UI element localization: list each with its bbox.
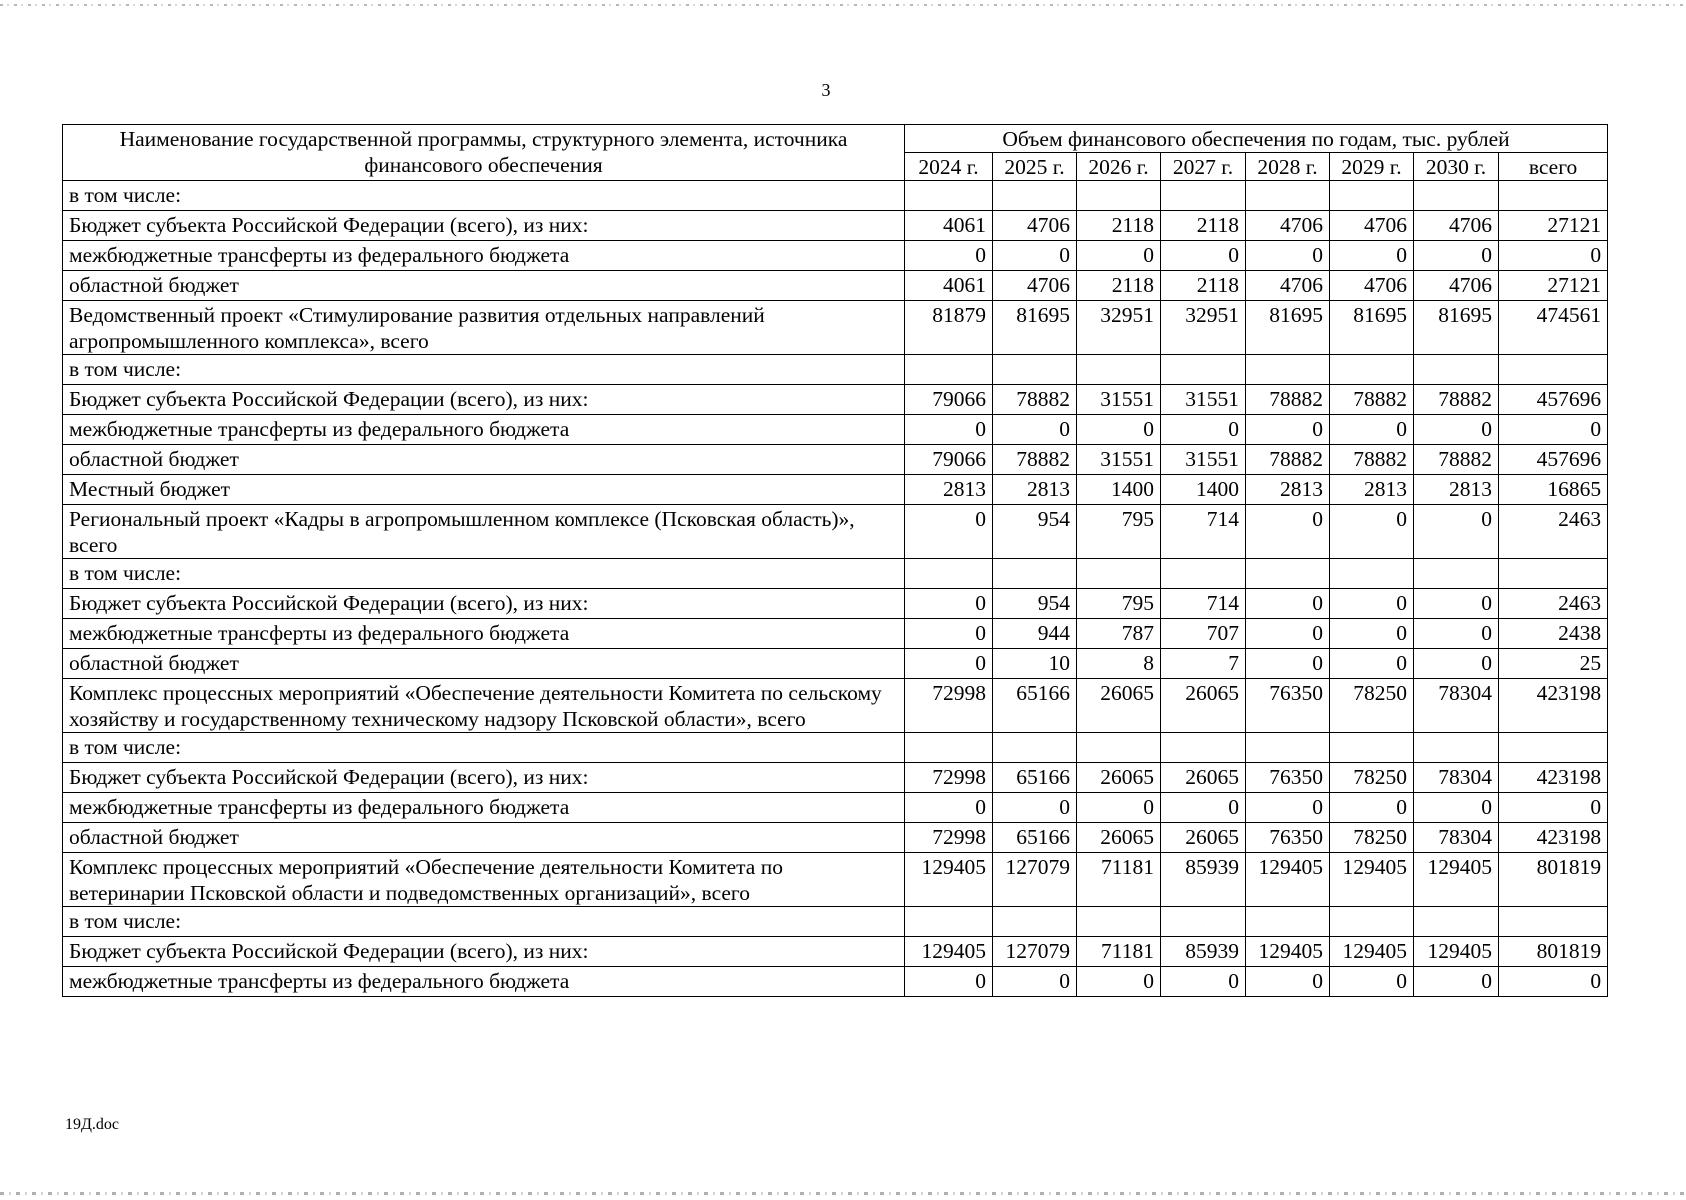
value-cell: 65166: [993, 763, 1077, 793]
value-cell: 0: [905, 967, 993, 997]
value-cell: 76350: [1246, 823, 1330, 853]
value-cell: 10: [993, 649, 1077, 679]
value-cell: 0: [1330, 589, 1414, 619]
table-row: [63, 181, 1608, 211]
value-cell: [1077, 355, 1161, 385]
value-cell: 1400: [1161, 475, 1246, 505]
value-cell: [1330, 733, 1414, 763]
value-cell: 0: [1246, 619, 1330, 649]
value-cell: [905, 181, 993, 211]
value-cell: 0: [1414, 619, 1499, 649]
table-row: [63, 589, 1608, 619]
table-row: [63, 649, 1608, 679]
value-cell: 4706: [1246, 271, 1330, 301]
value-cell: 78304: [1414, 679, 1499, 733]
value-cell: 0: [993, 793, 1077, 823]
value-cell: 795: [1077, 505, 1161, 559]
value-cell: 954: [993, 589, 1077, 619]
value-cell: 78882: [1246, 445, 1330, 475]
value-cell: 714: [1161, 505, 1246, 559]
value-cell: 78250: [1330, 763, 1414, 793]
value-cell: [1161, 181, 1246, 211]
value-cell: 26065: [1161, 763, 1246, 793]
value-cell: 76350: [1246, 679, 1330, 733]
row-label: в том числе:: [63, 181, 905, 211]
value-cell: 0: [1246, 793, 1330, 823]
value-cell: 78882: [1330, 385, 1414, 415]
value-cell: 4706: [993, 271, 1077, 301]
value-cell: 0: [905, 589, 993, 619]
value-cell: 0: [1246, 589, 1330, 619]
value-cell: [993, 181, 1077, 211]
row-label: в том числе:: [63, 907, 905, 937]
value-cell: 0: [1246, 415, 1330, 445]
row-label: Местный бюджет: [63, 475, 905, 505]
value-cell: 707: [1161, 619, 1246, 649]
value-cell: 423198: [1499, 679, 1608, 733]
value-cell: [1414, 733, 1499, 763]
value-cell: 714: [1161, 589, 1246, 619]
row-label: в том числе:: [63, 733, 905, 763]
value-cell: 0: [1330, 967, 1414, 997]
value-cell: 81695: [1414, 301, 1499, 355]
value-cell: 129405: [905, 853, 993, 907]
value-cell: 0: [1414, 241, 1499, 271]
value-cell: 79066: [905, 445, 993, 475]
value-cell: 0: [1499, 793, 1608, 823]
value-cell: 0: [1246, 649, 1330, 679]
value-cell: 78882: [993, 445, 1077, 475]
value-cell: [993, 907, 1077, 937]
table-row: [63, 475, 1608, 505]
value-cell: 2118: [1161, 271, 1246, 301]
value-cell: 0: [905, 241, 993, 271]
value-cell: 2118: [1161, 211, 1246, 241]
value-cell: [1414, 907, 1499, 937]
value-cell: 85939: [1161, 937, 1246, 967]
value-cell: 0: [905, 793, 993, 823]
value-cell: [993, 355, 1077, 385]
value-cell: 2438: [1499, 619, 1608, 649]
value-cell: [1077, 559, 1161, 589]
value-cell: 4706: [1330, 211, 1414, 241]
value-cell: [993, 559, 1077, 589]
value-cell: [1414, 181, 1499, 211]
value-cell: 129405: [1246, 937, 1330, 967]
value-cell: [1499, 733, 1608, 763]
value-cell: [1077, 733, 1161, 763]
value-cell: 0: [1161, 967, 1246, 997]
value-cell: [905, 559, 993, 589]
value-cell: 0: [993, 415, 1077, 445]
table-row: [63, 853, 1608, 907]
value-cell: 2463: [1499, 589, 1608, 619]
column-header: 2025 г.: [993, 153, 1077, 181]
value-cell: [1414, 355, 1499, 385]
value-cell: 0: [1077, 241, 1161, 271]
row-label: в том числе:: [63, 355, 905, 385]
value-cell: 25: [1499, 649, 1608, 679]
table-row: [63, 967, 1608, 997]
value-cell: 72998: [905, 763, 993, 793]
value-cell: 787: [1077, 619, 1161, 649]
value-cell: 0: [1499, 967, 1608, 997]
value-cell: 78882: [1414, 385, 1499, 415]
financing-table: [62, 124, 1608, 997]
value-cell: [1246, 733, 1330, 763]
value-cell: 0: [993, 241, 1077, 271]
value-cell: 0: [905, 505, 993, 559]
value-cell: 129405: [905, 937, 993, 967]
value-cell: 127079: [993, 937, 1077, 967]
value-cell: 0: [1330, 793, 1414, 823]
table-row: [63, 619, 1608, 649]
value-cell: 31551: [1161, 445, 1246, 475]
value-cell: [905, 733, 993, 763]
value-cell: 423198: [1499, 763, 1608, 793]
value-cell: 8: [1077, 649, 1161, 679]
value-cell: 0: [1077, 793, 1161, 823]
value-cell: 0: [1414, 505, 1499, 559]
scan-edge-bottom: [0, 1192, 1686, 1195]
value-cell: 129405: [1246, 853, 1330, 907]
value-cell: 31551: [1077, 445, 1161, 475]
value-cell: 0: [1077, 967, 1161, 997]
column-header: 2027 г.: [1161, 153, 1246, 181]
value-cell: 4706: [1246, 211, 1330, 241]
value-cell: 78304: [1414, 823, 1499, 853]
value-cell: 0: [1414, 589, 1499, 619]
row-label: Бюджет субъекта Российской Федерации (всего), из них:: [63, 937, 905, 967]
value-cell: 0: [1414, 967, 1499, 997]
value-cell: 2813: [993, 475, 1077, 505]
table-row: [63, 415, 1608, 445]
value-cell: [1330, 559, 1414, 589]
table-row: [63, 793, 1608, 823]
value-cell: 129405: [1414, 853, 1499, 907]
value-cell: [1077, 181, 1161, 211]
value-cell: 0: [1077, 415, 1161, 445]
value-cell: 26065: [1077, 679, 1161, 733]
value-cell: 0: [905, 619, 993, 649]
value-cell: 78882: [1414, 445, 1499, 475]
value-cell: 4706: [1414, 211, 1499, 241]
value-cell: [1246, 355, 1330, 385]
value-cell: [1246, 907, 1330, 937]
row-label: областной бюджет: [63, 823, 905, 853]
value-cell: 65166: [993, 823, 1077, 853]
value-cell: 78882: [993, 385, 1077, 415]
value-cell: 7: [1161, 649, 1246, 679]
row-label: областной бюджет: [63, 445, 905, 475]
value-cell: [1330, 355, 1414, 385]
value-cell: 26065: [1077, 763, 1161, 793]
value-cell: [1499, 181, 1608, 211]
table-row: [63, 445, 1608, 475]
column-header: всего: [1499, 153, 1608, 181]
value-cell: 2813: [905, 475, 993, 505]
row-label: межбюджетные трансферты из федерального бюджета: [63, 793, 905, 823]
value-cell: 2813: [1414, 475, 1499, 505]
value-cell: [1330, 181, 1414, 211]
value-cell: 78304: [1414, 763, 1499, 793]
value-cell: 31551: [1077, 385, 1161, 415]
value-cell: 457696: [1499, 445, 1608, 475]
value-cell: 2118: [1077, 211, 1161, 241]
value-cell: 27121: [1499, 211, 1608, 241]
column-header: 2030 г.: [1414, 153, 1499, 181]
table-row: [63, 559, 1608, 589]
value-cell: 71181: [1077, 853, 1161, 907]
table-row: [63, 211, 1608, 241]
value-cell: 78882: [1330, 445, 1414, 475]
value-cell: 76350: [1246, 763, 1330, 793]
row-label: межбюджетные трансферты из федерального бюджета: [63, 415, 905, 445]
value-cell: 127079: [993, 853, 1077, 907]
value-cell: [1161, 559, 1246, 589]
table-header: [63, 125, 1608, 181]
value-cell: 72998: [905, 679, 993, 733]
row-label: областной бюджет: [63, 649, 905, 679]
value-cell: 26065: [1161, 679, 1246, 733]
table-row: [63, 241, 1608, 271]
column-header: 2026 г.: [1077, 153, 1161, 181]
column-header: 2024 г.: [905, 153, 993, 181]
value-cell: 0: [1499, 241, 1608, 271]
row-label: в том числе:: [63, 559, 905, 589]
value-cell: [1499, 355, 1608, 385]
value-cell: 954: [993, 505, 1077, 559]
value-cell: 0: [1330, 415, 1414, 445]
row-label: Комплекс процессных мероприятий «Обеспечение деятельности Комитета по ветеринарии Псковской области и подведомственных организаций», всего: [63, 853, 905, 907]
value-cell: 32951: [1077, 301, 1161, 355]
row-label: Бюджет субъекта Российской Федерации (всего), из них:: [63, 589, 905, 619]
value-cell: 2813: [1246, 475, 1330, 505]
value-cell: 474561: [1499, 301, 1608, 355]
value-cell: [1246, 181, 1330, 211]
value-cell: 85939: [1161, 853, 1246, 907]
row-label: межбюджетные трансферты из федерального бюджета: [63, 241, 905, 271]
value-cell: 129405: [1414, 937, 1499, 967]
value-cell: 0: [1246, 505, 1330, 559]
value-cell: 16865: [1499, 475, 1608, 505]
value-cell: 81695: [1246, 301, 1330, 355]
value-cell: [1330, 907, 1414, 937]
value-cell: 795: [1077, 589, 1161, 619]
value-cell: 78250: [1330, 823, 1414, 853]
value-cell: [1077, 907, 1161, 937]
table-row: [63, 505, 1608, 559]
financing-group-header: Объем финансового обеспечения по годам, тыс. рублей: [905, 125, 1608, 153]
table-body: [63, 181, 1608, 997]
table-row: [63, 355, 1608, 385]
row-label: Бюджет субъекта Российской Федерации (всего), из них:: [63, 763, 905, 793]
column-header: 2028 г.: [1246, 153, 1330, 181]
value-cell: 81695: [993, 301, 1077, 355]
row-label: Бюджет субъекта Российской Федерации (всего), из них:: [63, 385, 905, 415]
value-cell: 79066: [905, 385, 993, 415]
scan-edge-top: [0, 4, 1686, 6]
page-number: 3: [821, 80, 831, 100]
value-cell: 0: [993, 967, 1077, 997]
value-cell: 26065: [1077, 823, 1161, 853]
row-label: Ведомственный проект «Стимулирование развития отдельных направлений агропромышленного комплекса», всего: [63, 301, 905, 355]
value-cell: [1414, 559, 1499, 589]
column-header: 2029 г.: [1330, 153, 1414, 181]
value-cell: 129405: [1330, 937, 1414, 967]
value-cell: [1246, 559, 1330, 589]
row-label: межбюджетные трансферты из федерального бюджета: [63, 967, 905, 997]
value-cell: 0: [1414, 793, 1499, 823]
row-label: Комплекс процессных мероприятий «Обеспечение деятельности Комитета по сельскому хозяйству и государственному техническому надзору Псковской области», всего: [63, 679, 905, 733]
table-row: [63, 385, 1608, 415]
table-row: [63, 733, 1608, 763]
row-label: Бюджет субъекта Российской Федерации (всего), из них:: [63, 211, 905, 241]
value-cell: 4706: [993, 211, 1077, 241]
value-cell: 72998: [905, 823, 993, 853]
value-cell: 423198: [1499, 823, 1608, 853]
value-cell: 4061: [905, 271, 993, 301]
value-cell: 2118: [1077, 271, 1161, 301]
value-cell: 944: [993, 619, 1077, 649]
value-cell: 0: [1246, 241, 1330, 271]
table-row: [63, 763, 1608, 793]
value-cell: [993, 733, 1077, 763]
value-cell: 26065: [1161, 823, 1246, 853]
footer-filename: 19Д.doc: [65, 1116, 120, 1133]
table-row: [63, 907, 1608, 937]
value-cell: 0: [1330, 505, 1414, 559]
value-cell: 4706: [1330, 271, 1414, 301]
value-cell: 27121: [1499, 271, 1608, 301]
table-row: [63, 271, 1608, 301]
value-cell: [1161, 733, 1246, 763]
value-cell: 0: [1161, 415, 1246, 445]
table-row: [63, 823, 1608, 853]
value-cell: 0: [1161, 793, 1246, 823]
value-cell: 78882: [1246, 385, 1330, 415]
value-cell: [1499, 559, 1608, 589]
value-cell: 1400: [1077, 475, 1161, 505]
value-cell: 4706: [1414, 271, 1499, 301]
name-column-header: Наименование государственной программы, структурного элемента, источника финансового обеспечения: [63, 125, 905, 181]
value-cell: 129405: [1330, 853, 1414, 907]
value-cell: [1161, 907, 1246, 937]
value-cell: 81695: [1330, 301, 1414, 355]
table-row: [63, 937, 1608, 967]
value-cell: 0: [1330, 619, 1414, 649]
value-cell: [1161, 355, 1246, 385]
table-row: [63, 301, 1608, 355]
value-cell: 2463: [1499, 505, 1608, 559]
value-cell: 0: [905, 415, 993, 445]
value-cell: 801819: [1499, 937, 1608, 967]
value-cell: 457696: [1499, 385, 1608, 415]
value-cell: 0: [1161, 241, 1246, 271]
value-cell: 801819: [1499, 853, 1608, 907]
value-cell: 31551: [1161, 385, 1246, 415]
value-cell: 4061: [905, 211, 993, 241]
row-label: межбюджетные трансферты из федерального бюджета: [63, 619, 905, 649]
row-label: Региональный проект «Кадры в агропромышленном комплексе (Псковская область)», всего: [63, 505, 905, 559]
table-row: [63, 679, 1608, 733]
value-cell: 65166: [993, 679, 1077, 733]
value-cell: 2813: [1330, 475, 1414, 505]
value-cell: 78250: [1330, 679, 1414, 733]
value-cell: 0: [1330, 649, 1414, 679]
value-cell: 71181: [1077, 937, 1161, 967]
value-cell: [905, 355, 993, 385]
value-cell: [905, 907, 993, 937]
value-cell: 0: [905, 649, 993, 679]
value-cell: 0: [1330, 241, 1414, 271]
value-cell: 0: [1246, 967, 1330, 997]
value-cell: 0: [1499, 415, 1608, 445]
value-cell: 0: [1414, 415, 1499, 445]
value-cell: [1499, 907, 1608, 937]
value-cell: 32951: [1161, 301, 1246, 355]
value-cell: 0: [1414, 649, 1499, 679]
row-label: областной бюджет: [63, 271, 905, 301]
value-cell: 81879: [905, 301, 993, 355]
